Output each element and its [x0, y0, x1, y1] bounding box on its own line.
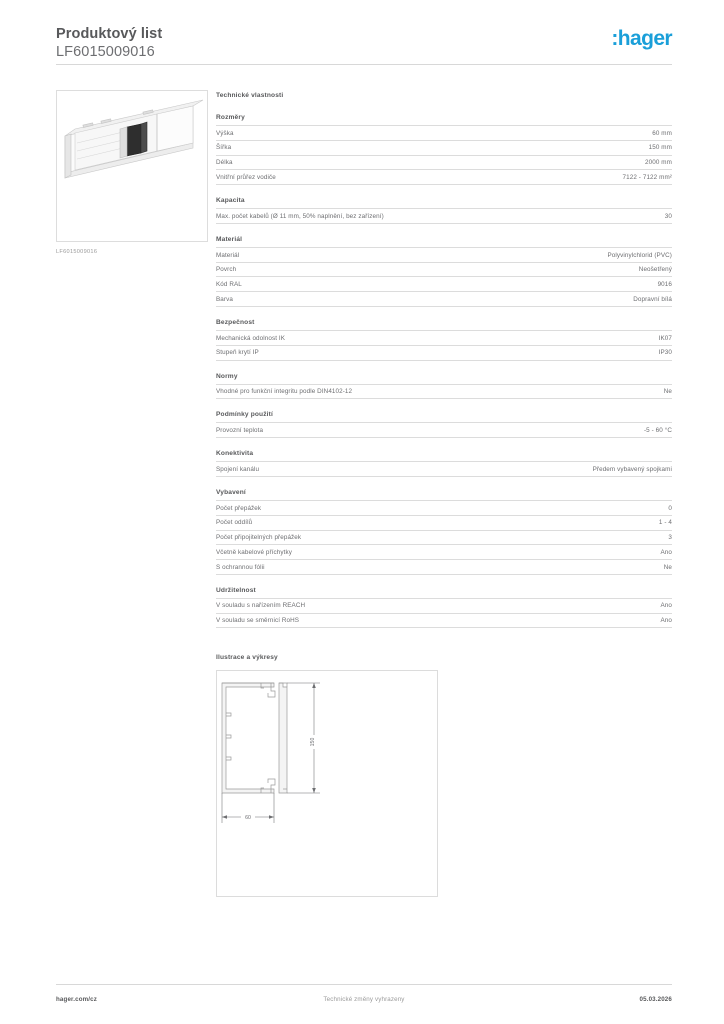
spec-value: IK07 — [658, 334, 672, 342]
product-reference: LF6015009016 — [56, 44, 155, 60]
spec-label: Počet přepážek — [216, 504, 262, 512]
spec-row — [216, 291, 672, 307]
spec-section — [216, 489, 672, 575]
page-footer — [56, 996, 672, 1003]
spec-label: Šířka — [216, 144, 232, 152]
technical-specifications — [216, 92, 672, 640]
cable-trunking-illustration — [57, 91, 207, 241]
spec-label: Barva — [216, 295, 233, 303]
spec-label: V souladu se směrnicí RoHS — [216, 617, 300, 625]
spec-label: V souladu s nařízením REACH — [216, 602, 306, 610]
spec-value: 1 - 4 — [658, 519, 672, 527]
spec-section — [216, 197, 672, 224]
spec-row — [216, 169, 672, 185]
cross-section-drawing — [217, 671, 437, 896]
spec-value: Ano — [660, 548, 672, 556]
spec-value: 30 — [664, 212, 672, 220]
spec-label: Vhodné pro funkční integritu podle DIN4102-12 — [216, 388, 353, 396]
spec-label: Max. počet kabelů (Ø 11 mm, 50% naplnění, bez zařízení) — [216, 212, 384, 220]
spec-section-title: Udržitelnost — [216, 586, 256, 594]
spec-label: Mechanická odolnost IK — [216, 334, 286, 342]
spec-value: 9016 — [657, 281, 672, 289]
spec-label: Počet připojitelných přepážek — [216, 534, 302, 542]
spec-section-title: Normy — [216, 372, 238, 380]
spec-value: Předem vybavený spojkami — [592, 465, 672, 473]
spec-row — [216, 384, 672, 400]
spec-value: Neošetřený — [638, 266, 672, 274]
page-header — [56, 26, 672, 66]
spec-section — [216, 411, 672, 438]
spec-row — [216, 613, 672, 629]
spec-label: Vnitřní průřez vodiče — [216, 173, 276, 181]
spec-row — [216, 140, 672, 155]
spec-row — [216, 559, 672, 575]
footer-divider — [56, 984, 672, 985]
spec-label: Kód RAL — [216, 281, 242, 289]
spec-label: Spojení kanálu — [216, 465, 260, 473]
page-title: Produktový list — [56, 26, 163, 42]
spec-value: Dopravní bílá — [633, 295, 672, 303]
spec-value: 0 — [668, 504, 672, 512]
spec-row — [216, 500, 672, 515]
spec-section — [216, 587, 672, 629]
spec-section-title: Materiál — [216, 235, 243, 243]
spec-section — [216, 373, 672, 400]
spec-section-title: Konektivita — [216, 450, 254, 458]
specs-heading: Technické vlastnosti — [216, 92, 284, 99]
spec-row — [216, 515, 672, 530]
spec-section — [216, 450, 672, 477]
spec-label: Délka — [216, 159, 233, 167]
spec-row — [216, 155, 672, 170]
footer-website[interactable]: hager.com/cz — [56, 996, 98, 1003]
dimension-width-label: 60 — [245, 815, 251, 821]
spec-row — [216, 530, 672, 545]
spec-section — [216, 114, 672, 185]
spec-row — [216, 345, 672, 361]
header-divider — [56, 64, 672, 65]
spec-label: S ochrannou fólii — [216, 563, 265, 571]
spec-row — [216, 262, 672, 277]
spec-label: Materiál — [216, 251, 240, 259]
footer-notice: Technické změny vyhrazeny — [323, 996, 405, 1003]
spec-section-title: Podmínky použití — [216, 411, 273, 419]
illustrations-and-drawings — [216, 654, 672, 897]
spec-section-title: Bezpečnost — [216, 319, 255, 327]
spec-value: 150 mm — [648, 144, 672, 152]
technical-drawing — [216, 670, 438, 897]
spec-row — [216, 461, 672, 477]
spec-value: Ne — [663, 388, 672, 396]
product-image — [56, 90, 208, 242]
spec-row — [216, 208, 672, 224]
spec-value: 7122 - 7122 mm² — [622, 173, 672, 181]
spec-row — [216, 544, 672, 559]
spec-value: 2000 mm — [645, 159, 672, 167]
spec-row — [216, 125, 672, 140]
spec-label: Povrch — [216, 266, 237, 274]
spec-label: Provozní teplota — [216, 426, 264, 434]
spec-row — [216, 422, 672, 438]
spec-section — [216, 319, 672, 361]
spec-row — [216, 598, 672, 613]
product-image-caption: LF6015009016 — [56, 249, 98, 255]
drawing-title: Ilustrace a výkresy — [216, 654, 278, 661]
spec-sections — [216, 114, 672, 628]
spec-label: Výška — [216, 129, 234, 137]
spec-section-title: Vybavení — [216, 488, 246, 496]
spec-value: Ano — [660, 617, 672, 625]
spec-label: Včetně kabelové příchytky — [216, 548, 293, 556]
dimension-height-label: 150 — [310, 737, 316, 747]
spec-label: Počet oddílů — [216, 519, 253, 527]
footer-date: 05.03.2026 — [639, 996, 672, 1003]
hager-logo: :hager — [611, 27, 672, 50]
spec-row — [216, 330, 672, 345]
spec-section — [216, 236, 672, 307]
spec-value: IP30 — [658, 349, 672, 357]
spec-section-title: Kapacita — [216, 197, 245, 205]
spec-value: Ne — [663, 563, 672, 571]
product-figure — [56, 90, 208, 255]
spec-row — [216, 276, 672, 291]
spec-value: Polyvinylchlorid (PVC) — [607, 251, 672, 259]
spec-label: Stupeň krytí IP — [216, 349, 259, 357]
spec-section-title: Rozměry — [216, 114, 245, 121]
spec-value: 3 — [668, 534, 672, 542]
spec-value: 60 mm — [652, 129, 672, 137]
spec-row — [216, 247, 672, 262]
title-block — [56, 26, 162, 61]
spec-value: Ano — [660, 602, 672, 610]
spec-value: -5 - 60 °C — [643, 426, 672, 434]
